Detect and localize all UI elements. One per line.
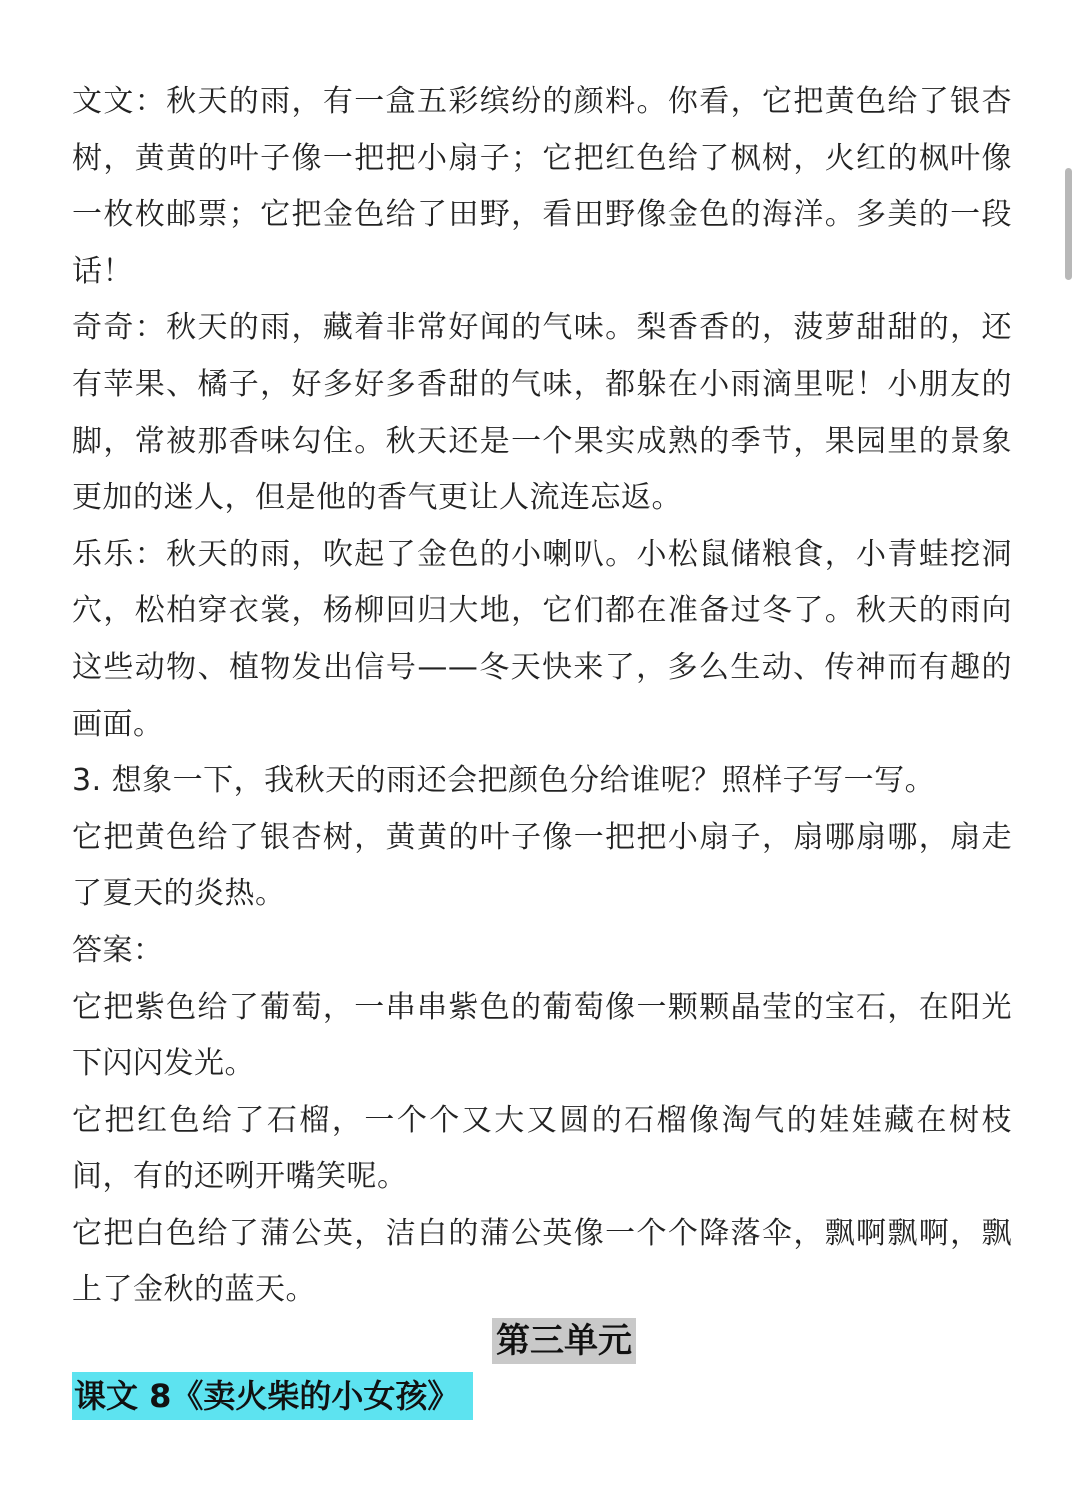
answer-grape: 它把紫色给了葡萄，一串串紫色的葡萄像一颗颗晶莹的宝石，在阳光下闪闪发光。 [72,989,1012,1082]
lesson-heading: 课文 8《卖火柴的小女孩》 [72,1372,473,1420]
paragraph-lele: 乐乐：秋天的雨，吹起了金色的小喇叭。小松鼠储粮食，小青蛙挖洞穴，松柏穿衣裳，杨柳回归大地，它们都在准备过冬了。秋天的雨向这些动物、植物发出信号——冬天快来了，多么生动、传神而有趣的画面。 [72,536,1012,742]
answer-label: 答案： [72,932,164,968]
example-sentence: 它把黄色给了银杏树，黄黄的叶子像一把把小扇子，扇哪扇哪，扇走了夏天的炎热。 [72,819,1012,912]
scrollbar-thumb[interactable] [1065,168,1072,280]
unit-heading: 第三单元 [492,1318,636,1364]
scrollbar[interactable] [1064,0,1080,1510]
paragraph-qiqi: 奇奇：秋天的雨，藏着非常好闻的气味。梨香香的，菠萝甜甜的，还有苹果、橘子，好多好多香甜的气味，都躲在小雨滴里呢！小朋友的脚，常被那香味勾住。秋天还是一个果实成熟的季节，果园里的景象更加的迷人，但是他的香气更让人流连忘返。 [72,310,1012,516]
paragraph-wenwen: 文文：秋天的雨，有一盒五彩缤纷的颜料。你看，它把黄色给了银杏树，黄黄的叶子像一把把小扇子；它把红色给了枫树，火红的枫叶像一枚枚邮票；它把金色给了田野，看田野像金色的海洋。多美的一段话！ [72,84,1012,289]
answer-dandelion: 它把白色给了蒲公英，洁白的蒲公英像一个个降落伞，飘啊飘啊，飘上了金秋的蓝天。 [72,1215,1012,1308]
answer-pomegranate: 它把红色给了石榴，一个个又大又圆的石榴像淘气的娃娃藏在树枝间，有的还咧开嘴笑呢。 [72,1102,1012,1195]
question-3: 3. 想象一下，我秋天的雨还会把颜色分给谁呢？照样子写一写。 [72,763,936,799]
document-body [72,74,1012,1319]
unit-heading-row [0,1318,1080,1364]
